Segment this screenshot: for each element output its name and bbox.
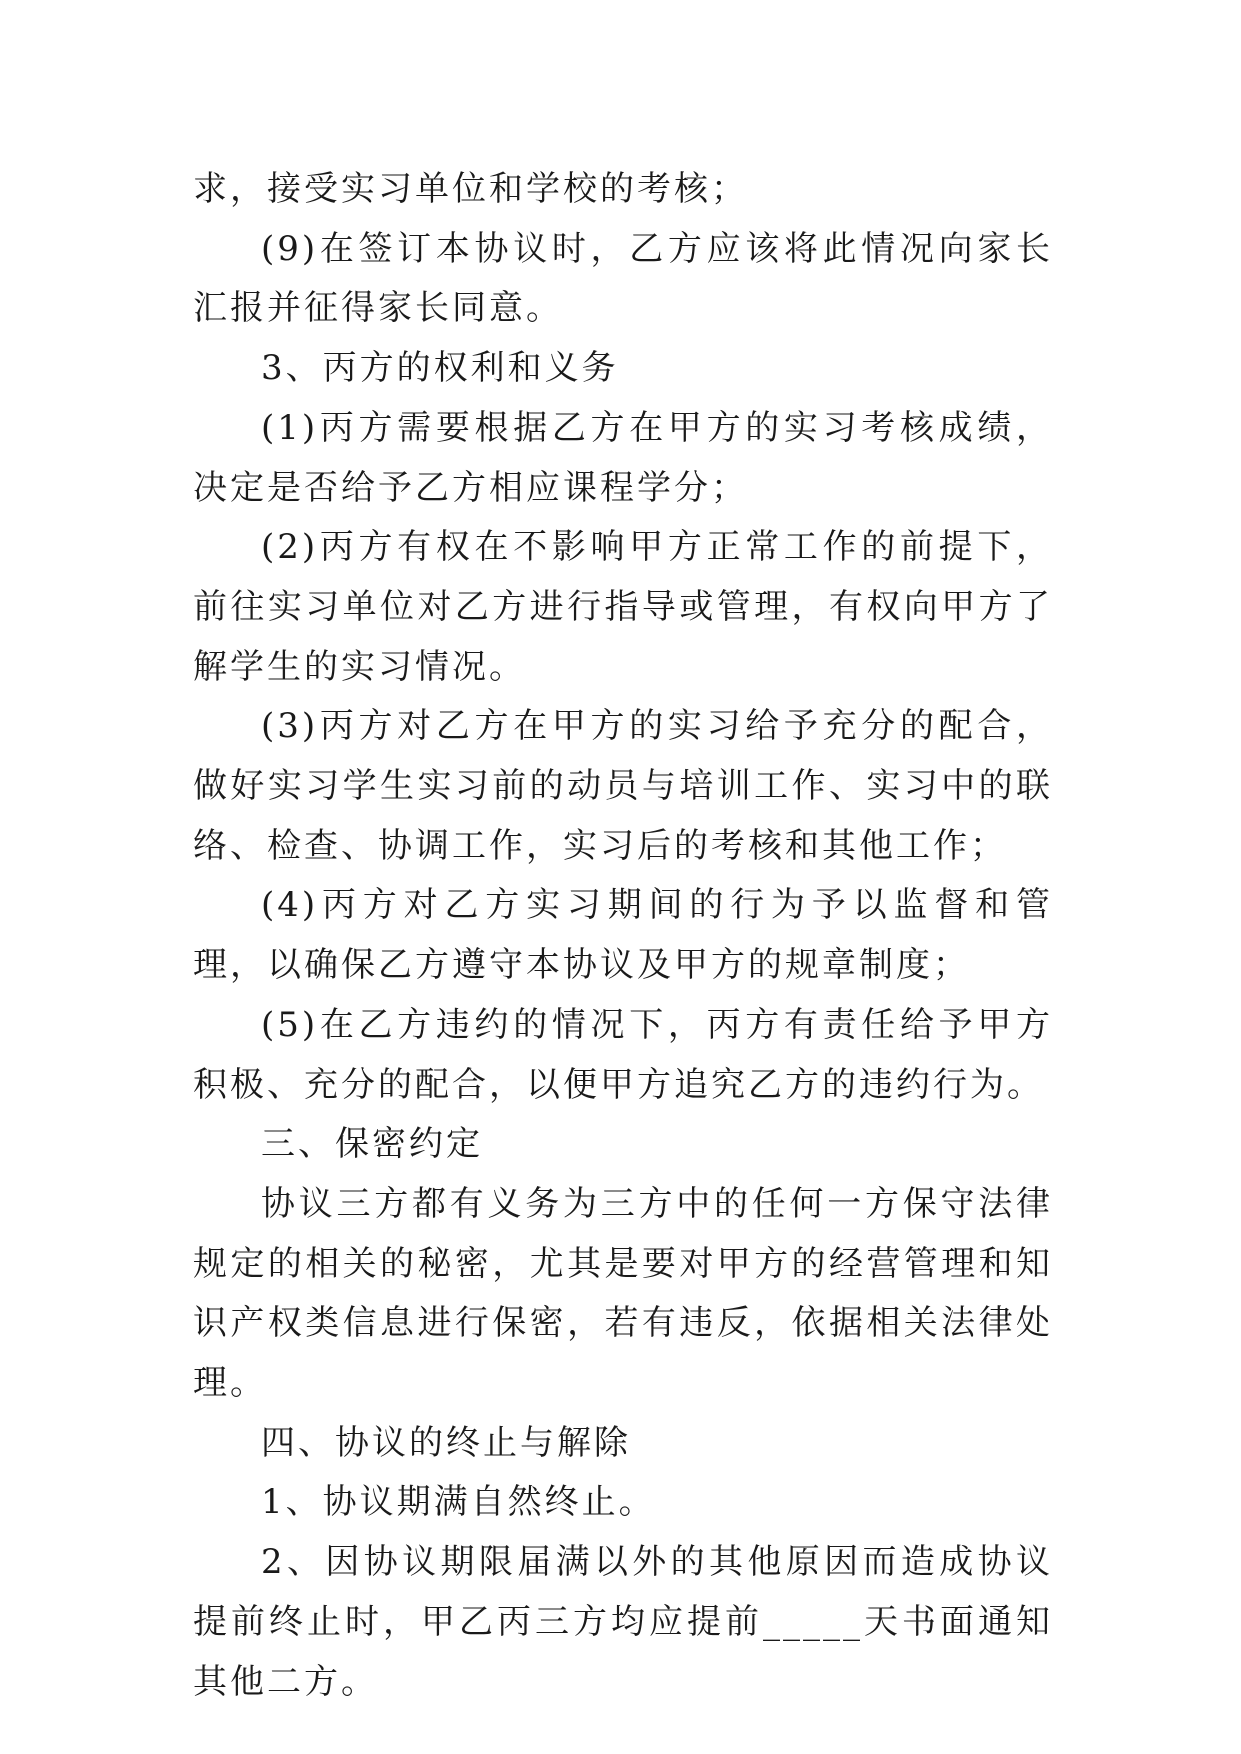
paragraph-1: 求，接受实习单位和学校的考核；	[193, 169, 748, 209]
paragraph-13: 2、因协议期限届满以外的其他原因而造成协议提前终止时，甲乙丙三方均应提前_____天书面通知其他二方。	[193, 1542, 1053, 1702]
paragraph-8: (5)在乙方违约的情况下，丙方有责任给予甲方积极、充分的配合，以便甲方追究乙方的违约行为。	[193, 1004, 1053, 1105]
paragraph-5: (2)丙方有权在不影响甲方正常工作的前提下，前往实习单位对乙方进行指导或管理，有权向甲方了解学生的实习情况。	[193, 527, 1053, 687]
document-body	[193, 160, 1053, 1712]
section-heading-termination: 四、协议的终止与解除	[261, 1422, 631, 1463]
paragraph-6: (3)丙方对乙方在甲方的实习给予充分的配合，做好实习学生实习前的动员与培训工作、实习中的联络、检查、协调工作，实习后的考核和其他工作；	[193, 706, 1053, 866]
paragraph-4: (1)丙方需要根据乙方在甲方的实习考核成绩，决定是否给予乙方相应课程学分；	[193, 407, 1053, 508]
section-heading-3: 3、丙方的权利和义务	[261, 348, 619, 389]
paragraph-2: (9)在签订本协议时，乙方应该将此情况向家长汇报并征得家长同意。	[193, 228, 1053, 329]
paragraph-10: 协议三方都有义务为三方中的任何一方保守法律规定的相关的秘密，尤其是要对甲方的经营管理和知识产权类信息进行保密，若有违反，依据相关法律处理。	[193, 1183, 1053, 1404]
paragraph-7: (4)丙方对乙方实习期间的行为予以监督和管理，以确保乙方遵守本协议及甲方的规章制度；	[193, 885, 1053, 986]
section-heading-confidentiality: 三、保密约定	[261, 1124, 483, 1165]
paragraph-12: 1、协议期满自然终止。	[261, 1482, 656, 1523]
